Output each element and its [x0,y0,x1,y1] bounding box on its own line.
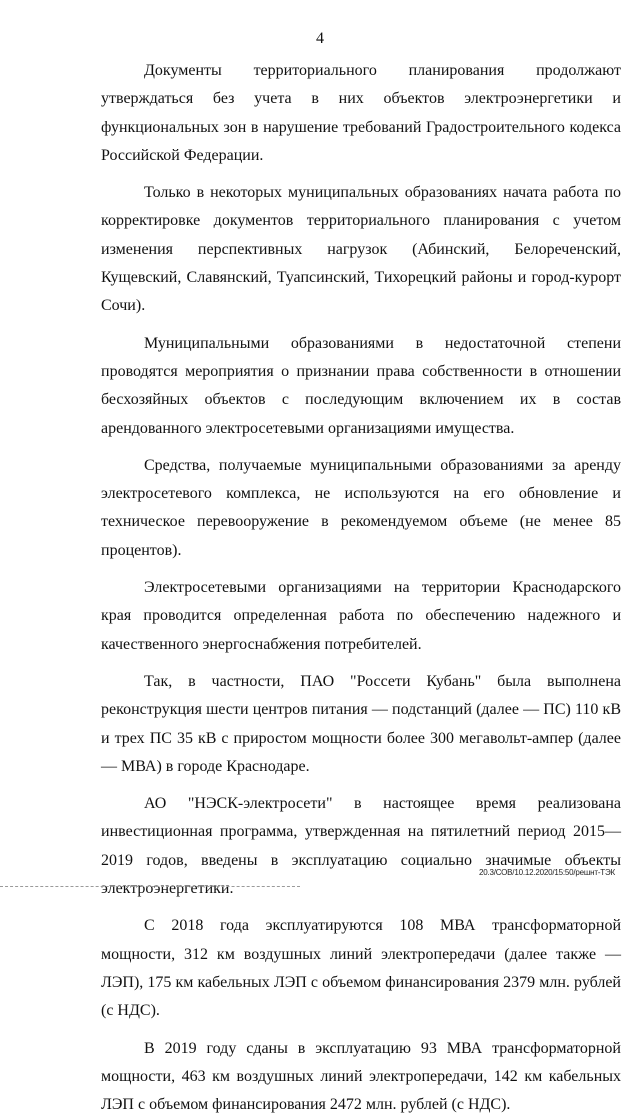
paragraph-nesk-program: АО "НЭСК-электросети" в настоящее время реализована инвестиционная программа, утвержденная на пятилетний период 2015—2019 годов, введены в эксплуатацию социально значимые объекты электроэнергетики. [101,790,621,903]
paragraph-rent-funds: Средства, получаемые муниципальными образованиями за аренду электросетевого комплекса, не используются на его обновление и техническое перевооружение в рекомендуемом объеме (не менее 85 процентов). [101,452,621,565]
page-number: 4 [0,30,640,48]
document-body [101,57,621,1119]
paragraph-grid-organizations: Электросетевыми организациями на территории Краснодарского края проводится определенная работа по обеспечению надежного и качественного энергоснабжения потребителей. [101,574,621,659]
scan-artifact-line [0,886,300,889]
document-footer-code: 20.3/СОВ/10.12.2020/15:50/решнт-ТЭК [479,868,615,877]
paragraph-territorial-planning: Документы территориального планирования продолжают утверждаться без учета в них объектов электроэнергетики и функциональных зон в нарушение требований Градостроительного кодекса Российской Федерации. [101,57,621,170]
paragraph-2019-capacity: В 2019 году сданы в эксплуатацию 93 МВА трансформаторной мощности, 463 км воздушных линий электропередачи, 142 км кабельных ЛЭП с объемом финансирования 2472 млн. рублей (с НДС). [101,1035,621,1119]
paragraph-ownerless-objects: Муниципальными образованиями в недостаточной степени проводятся мероприятия о признании права собственности в отношении бесхозяйных объектов с последующим включением их в состав арендованного электросетевыми организациями имущества. [101,330,621,443]
paragraph-rosseti-kuban: Так, в частности, ПАО "Россети Кубань" была выполнена реконструкция шести центров питания — подстанций (далее — ПС) 110 кВ и трех ПС 35 кВ с приростом мощности более 300 мегавольт-ампер (далее — МВА) в городе Краснодаре. [101,668,621,781]
paragraph-2018-capacity: С 2018 года эксплуатируются 108 МВА трансформаторной мощности, 312 км воздушных линий электропередачи (далее также — ЛЭП), 175 км кабельных ЛЭП с объемом финансирования 2379 млн. рублей (с НДС). [101,912,621,1025]
paragraph-adjustment-work: Только в некоторых муниципальных образованиях начата работа по корректировке документов территориального планирования с учетом изменения перспективных нагрузок (Абинский, Белореченский, Кущевский, Славянский, Туапсинский, Тихорецкий районы и город-курорт Сочи). [101,179,621,320]
